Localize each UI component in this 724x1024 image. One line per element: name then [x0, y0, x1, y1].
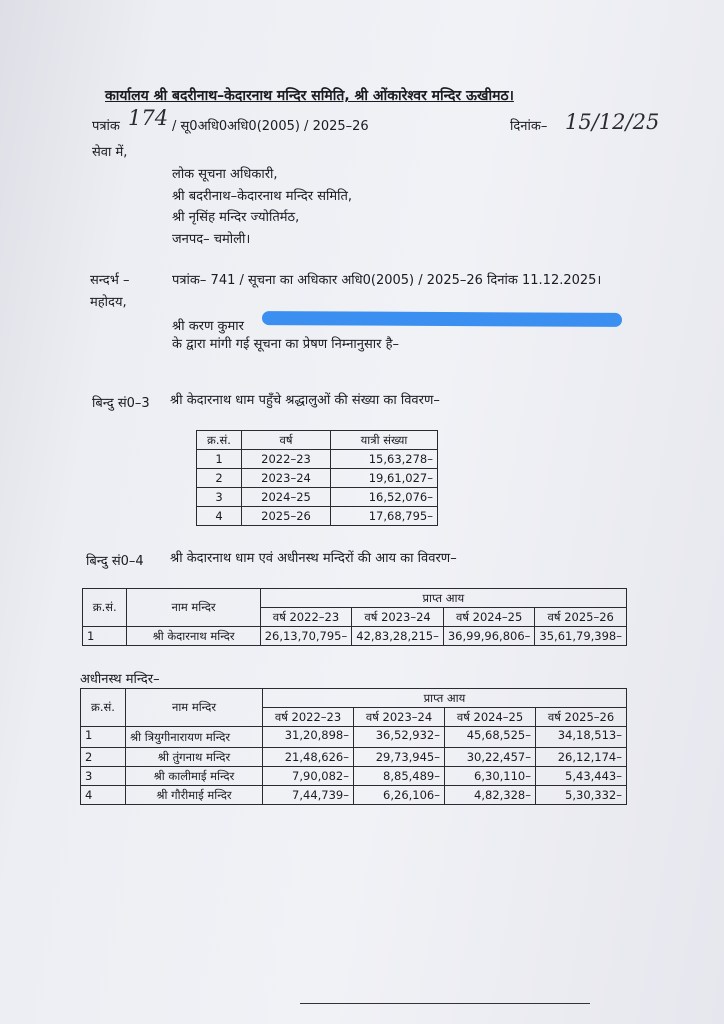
cell-income: 6,26,106– — [354, 786, 445, 805]
point4-label: बिन्दु सं0–4 — [86, 554, 144, 569]
subordinate-title: अधीनस्थ मन्दिर– — [80, 672, 160, 687]
table-header: क्र.सं. — [83, 589, 127, 627]
cell-income: 7,90,082– — [263, 767, 354, 786]
table-header: प्राप्त आय — [260, 589, 626, 608]
cell-income: 34,18,513– — [536, 727, 627, 748]
cell-year: 2022–23 — [242, 450, 331, 469]
cell-income: 26,12,174– — [536, 748, 627, 767]
patrank-reference: / सू0अधि0अधि0(2005) / 2025–26 — [172, 119, 369, 134]
recipient-line: श्री बदरीनाथ–केदारनाथ मन्दिर समिति, — [172, 189, 353, 204]
cell-income: 6,30,110– — [445, 767, 536, 786]
cell-income: 21,48,626– — [263, 748, 354, 767]
point3-text: श्री केदारनाथ धाम पहुँचे श्रद्धालुओं की संख्या का विवरण– — [170, 393, 440, 408]
cell-sn: 1 — [81, 727, 126, 748]
year-header: वर्ष 2023–24 — [354, 708, 445, 727]
recipient-line: श्री नृसिंह मन्दिर ज्योतिर्मठ, — [172, 210, 300, 225]
salutation: महोदय, — [90, 295, 127, 310]
cell-sn: 3 — [81, 767, 126, 786]
patrank-number: 174 — [128, 106, 169, 130]
cell-name: श्री गौरीमाई मन्दिर — [126, 786, 263, 805]
year-header: वर्ष 2024–25 — [443, 608, 535, 627]
cell-sn: 1 — [83, 627, 127, 646]
cell-income: 26,13,70,795– — [260, 627, 352, 646]
cell-income: 8,85,489– — [354, 767, 445, 786]
table-row — [81, 727, 627, 748]
year-header: वर्ष 2023–24 — [352, 608, 444, 627]
cell-income: 45,68,525– — [445, 727, 536, 748]
office-heading: कार्यालय श्री बदरीनाथ–केदारनाथ मन्दिर समिति, श्री ओंकारेश्वर मन्दिर ऊखीमठ। — [105, 88, 514, 104]
year-header: वर्ष 2025–26 — [535, 608, 627, 627]
table-row — [81, 767, 627, 786]
cell-name: श्री केदारनाथ मन्दिर — [127, 627, 260, 646]
redaction-mark — [262, 311, 622, 327]
reference-label: सन्दर्भ – — [90, 273, 130, 288]
cell-sn: 3 — [197, 488, 242, 507]
cell-income: 5,30,332– — [536, 786, 627, 805]
cell-income: 29,73,945– — [354, 748, 445, 767]
table-row — [197, 469, 438, 488]
year-header: वर्ष 2022–23 — [263, 708, 354, 727]
table-row — [197, 488, 438, 507]
bottom-rule — [300, 1003, 590, 1004]
table-header: वर्ष — [242, 431, 331, 450]
cell-count: 19,61,027– — [331, 469, 438, 488]
patrank-label: पत्रांक — [92, 119, 120, 134]
table-header: यात्री संख्या — [331, 431, 438, 450]
cell-income: 30,22,457– — [445, 748, 536, 767]
seva-me: सेवा में, — [92, 145, 128, 160]
cell-income: 4,82,328– — [445, 786, 536, 805]
cell-sn: 2 — [81, 748, 126, 767]
cell-income: 42,83,28,215– — [352, 627, 444, 646]
reference-text: पत्रांक– 741 / सूचना का अधिकार अधि0(2005) / 2025–26 दिनांक 11.12.2025। — [172, 273, 602, 288]
cell-sn: 2 — [197, 469, 242, 488]
cell-count: 15,63,278– — [331, 450, 438, 469]
year-header: वर्ष 2022–23 — [260, 608, 352, 627]
date-value: 15/12/25 — [565, 110, 660, 134]
table-row — [197, 507, 438, 526]
recipient-line: लोक सूचना अधिकारी, — [172, 167, 278, 182]
table-header: प्राप्त आय — [263, 689, 627, 708]
cell-income: 31,20,898– — [263, 727, 354, 748]
cell-income: 35,61,79,398– — [535, 627, 627, 646]
applicant-line: श्री करण कुमार — [172, 319, 244, 334]
table-row — [83, 627, 627, 646]
table-header: नाम मन्दिर — [127, 589, 260, 627]
cell-name: श्री तुंगनाथ मन्दिर — [126, 748, 263, 767]
table-row — [81, 748, 627, 767]
cell-year: 2025–26 — [242, 507, 331, 526]
cell-year: 2023–24 — [242, 469, 331, 488]
cell-sn: 4 — [81, 786, 126, 805]
pilgrim-table — [196, 430, 438, 526]
table-row — [197, 450, 438, 469]
cell-income: 36,52,932– — [354, 727, 445, 748]
table-header: क्र.सं. — [197, 431, 242, 450]
recipient-line: जनपद– चमोली। — [172, 232, 251, 247]
table-header: नाम मन्दिर — [126, 689, 263, 727]
year-header: वर्ष 2025–26 — [536, 708, 627, 727]
table-header: क्र.सं. — [81, 689, 126, 727]
point4-text: श्री केदारनाथ धाम एवं अधीनस्थ मन्दिरों की आय का विवरण– — [170, 551, 457, 566]
cell-sn: 4 — [197, 507, 242, 526]
date-label: दिनांक– — [510, 119, 548, 134]
subordinate-income-table — [80, 688, 627, 805]
cell-income: 36,99,96,806– — [443, 627, 535, 646]
point3-label: बिन्दु सं0–3 — [92, 396, 150, 411]
cell-name: श्री कालीमाई मन्दिर — [126, 767, 263, 786]
kedarnath-income-table — [82, 588, 627, 646]
cell-sn: 1 — [197, 450, 242, 469]
cell-count: 17,68,795– — [331, 507, 438, 526]
cell-name: श्री त्रियुगीनारायण मन्दिर — [126, 727, 263, 748]
cell-count: 16,52,076– — [331, 488, 438, 507]
cell-year: 2024–25 — [242, 488, 331, 507]
table-row — [81, 786, 627, 805]
year-header: वर्ष 2024–25 — [445, 708, 536, 727]
cell-income: 7,44,739– — [263, 786, 354, 805]
cell-income: 5,43,443– — [536, 767, 627, 786]
request-line: के द्वारा मांगी गई सूचना का प्रेषण निम्नानुसार है– — [172, 337, 400, 352]
